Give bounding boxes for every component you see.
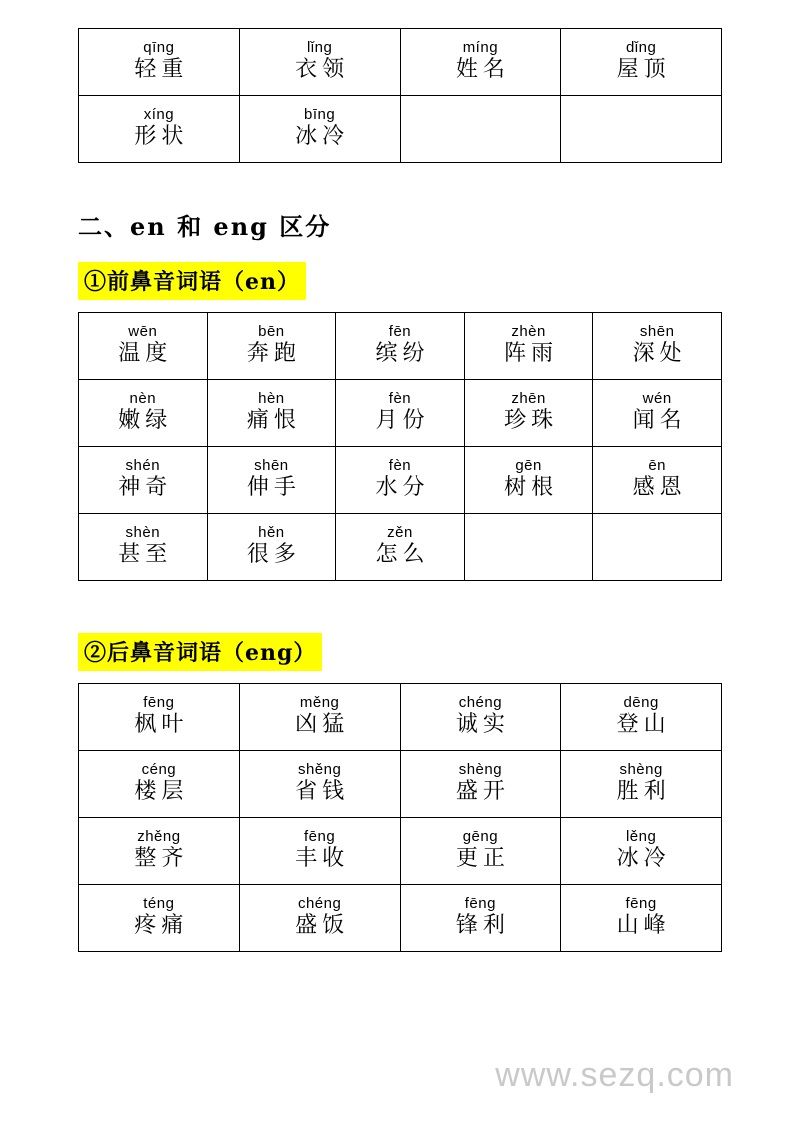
word-cell	[336, 380, 465, 447]
pinyin-text: xíng	[143, 105, 175, 123]
word-cell	[593, 447, 722, 514]
hanzi-text: 感恩	[632, 474, 687, 500]
pinyin-text: bīng	[304, 105, 336, 123]
hanzi-text: 整齐	[134, 845, 189, 871]
word-cell	[207, 447, 336, 514]
word-cell	[239, 684, 400, 751]
hanzi-text: 诚实	[455, 711, 510, 737]
pinyin-text: shén	[125, 456, 161, 474]
word-cell	[207, 313, 336, 380]
hanzi-text: 锋利	[455, 912, 510, 938]
hanzi-text: 屋顶	[616, 56, 671, 82]
table-row	[79, 380, 722, 447]
pinyin-text: zhèn	[511, 322, 546, 340]
pinyin-text: hěn	[258, 523, 285, 541]
empty-cell	[400, 96, 561, 163]
hanzi-text: 盛开	[455, 778, 510, 804]
word-cell	[561, 29, 722, 96]
hanzi-text: 嫩绿	[118, 407, 173, 433]
hanzi-text: 温度	[118, 340, 173, 366]
word-cell	[207, 514, 336, 581]
word-cell	[79, 29, 240, 96]
hanzi-text: 轻重	[134, 56, 189, 82]
empty-cell	[464, 514, 593, 581]
pinyin-text: míng	[462, 38, 499, 56]
word-cell	[239, 818, 400, 885]
spacer	[78, 581, 722, 627]
hanzi-text: 深处	[632, 340, 687, 366]
word-cell	[336, 313, 465, 380]
hanzi-text: 丰收	[295, 845, 350, 871]
word-cell	[79, 751, 240, 818]
table-row	[79, 96, 722, 163]
word-cell	[400, 751, 561, 818]
word-cell	[336, 447, 465, 514]
pinyin-text: fèn	[388, 456, 412, 474]
watermark-text: www.sezq.com	[495, 1056, 734, 1094]
pinyin-text: qīng	[143, 38, 175, 56]
table-row	[79, 313, 722, 380]
pinyin-text: téng	[143, 894, 175, 912]
word-cell	[593, 313, 722, 380]
word-cell	[79, 447, 208, 514]
table-en-words	[78, 312, 722, 581]
subheading-front-nasal: ①前鼻音词语（en）	[78, 262, 306, 300]
word-cell	[207, 380, 336, 447]
hanzi-text: 胜利	[616, 778, 671, 804]
pinyin-text: shēn	[639, 322, 675, 340]
pinyin-text: lěng	[625, 827, 657, 845]
hanzi-text: 枫叶	[134, 711, 189, 737]
pinyin-text: gēng	[462, 827, 499, 845]
hanzi-text: 闻名	[632, 407, 687, 433]
hanzi-text: 登山	[616, 711, 671, 737]
pinyin-text: wén	[642, 389, 672, 407]
word-cell	[239, 751, 400, 818]
hanzi-text: 形状	[134, 123, 189, 149]
hanzi-text: 珍珠	[504, 407, 559, 433]
word-cell	[79, 885, 240, 952]
hanzi-text: 树根	[504, 474, 559, 500]
pinyin-text: lǐng	[306, 38, 333, 56]
hanzi-text: 冰冷	[295, 123, 350, 149]
pinyin-text: fēn	[388, 322, 412, 340]
pinyin-text: měng	[299, 693, 340, 711]
pinyin-text: gēn	[515, 456, 542, 474]
pinyin-text: dǐng	[625, 38, 657, 56]
pinyin-text: wēn	[128, 322, 158, 340]
hanzi-text: 月份	[375, 407, 430, 433]
word-cell	[561, 684, 722, 751]
word-cell	[400, 29, 561, 96]
pinyin-text: fēng	[625, 894, 657, 912]
pinyin-text: zhēn	[511, 389, 546, 407]
hanzi-text: 凶猛	[295, 711, 350, 737]
subheading-back-nasal: ②后鼻音词语（eng）	[78, 633, 322, 671]
word-cell	[464, 447, 593, 514]
word-cell	[79, 818, 240, 885]
pinyin-text: shèng	[619, 760, 663, 778]
pinyin-text: chéng	[297, 894, 342, 912]
pinyin-text: hèn	[258, 389, 285, 407]
hanzi-text: 省钱	[295, 778, 350, 804]
hanzi-text: 伸手	[246, 474, 301, 500]
word-cell	[561, 885, 722, 952]
word-cell	[400, 818, 561, 885]
pinyin-text: céng	[141, 760, 177, 778]
hanzi-text: 更正	[455, 845, 510, 871]
empty-cell	[561, 96, 722, 163]
word-cell	[79, 684, 240, 751]
hanzi-text: 山峰	[616, 912, 671, 938]
pinyin-text: nèn	[129, 389, 157, 407]
word-cell	[593, 380, 722, 447]
word-cell	[336, 514, 465, 581]
pinyin-text: ēn	[648, 456, 667, 474]
hanzi-text: 阵雨	[504, 340, 559, 366]
pinyin-text: bēn	[258, 322, 285, 340]
hanzi-text: 疼痛	[134, 912, 189, 938]
hanzi-text: 很多	[246, 541, 301, 567]
table-row	[79, 29, 722, 96]
pinyin-text: zěn	[387, 523, 413, 541]
pinyin-text: fèn	[388, 389, 412, 407]
word-cell	[561, 818, 722, 885]
table-row	[79, 751, 722, 818]
pinyin-text: fēng	[304, 827, 336, 845]
word-cell	[79, 514, 208, 581]
hanzi-text: 姓名	[455, 56, 510, 82]
word-cell	[464, 313, 593, 380]
hanzi-text: 缤纷	[375, 340, 430, 366]
word-cell	[400, 684, 561, 751]
table-eng-words	[78, 683, 722, 952]
pinyin-text: chéng	[458, 693, 503, 711]
table-row	[79, 885, 722, 952]
pinyin-text: fēng	[143, 693, 175, 711]
word-cell	[464, 380, 593, 447]
table-row	[79, 514, 722, 581]
word-cell	[400, 885, 561, 952]
word-cell	[239, 96, 400, 163]
hanzi-text: 盛饭	[295, 912, 350, 938]
table-row	[79, 447, 722, 514]
word-cell	[79, 96, 240, 163]
table-row	[79, 818, 722, 885]
hanzi-text: 冰冷	[616, 845, 671, 871]
pinyin-text: fēng	[464, 894, 496, 912]
hanzi-text: 怎么	[375, 541, 430, 567]
hanzi-text: 痛恨	[246, 407, 301, 433]
table-ing-words	[78, 28, 722, 163]
hanzi-text: 神奇	[118, 474, 173, 500]
section-heading: 二、en 和 eng 区分	[78, 212, 332, 241]
word-cell	[79, 380, 208, 447]
hanzi-text: 水分	[375, 474, 430, 500]
hanzi-text: 衣领	[295, 56, 350, 82]
pinyin-text: shèng	[458, 760, 503, 778]
word-cell	[561, 751, 722, 818]
hanzi-text: 楼层	[134, 778, 189, 804]
pinyin-text: dēng	[623, 693, 659, 711]
word-cell	[79, 313, 208, 380]
word-cell	[239, 29, 400, 96]
word-cell	[239, 885, 400, 952]
hanzi-text: 甚至	[118, 541, 173, 567]
hanzi-text: 奔跑	[246, 340, 301, 366]
pinyin-text: shèn	[125, 523, 161, 541]
pinyin-text: shēn	[254, 456, 289, 474]
empty-cell	[593, 514, 722, 581]
table-row	[79, 684, 722, 751]
pinyin-text: zhěng	[137, 827, 181, 845]
pinyin-text: shěng	[297, 760, 342, 778]
